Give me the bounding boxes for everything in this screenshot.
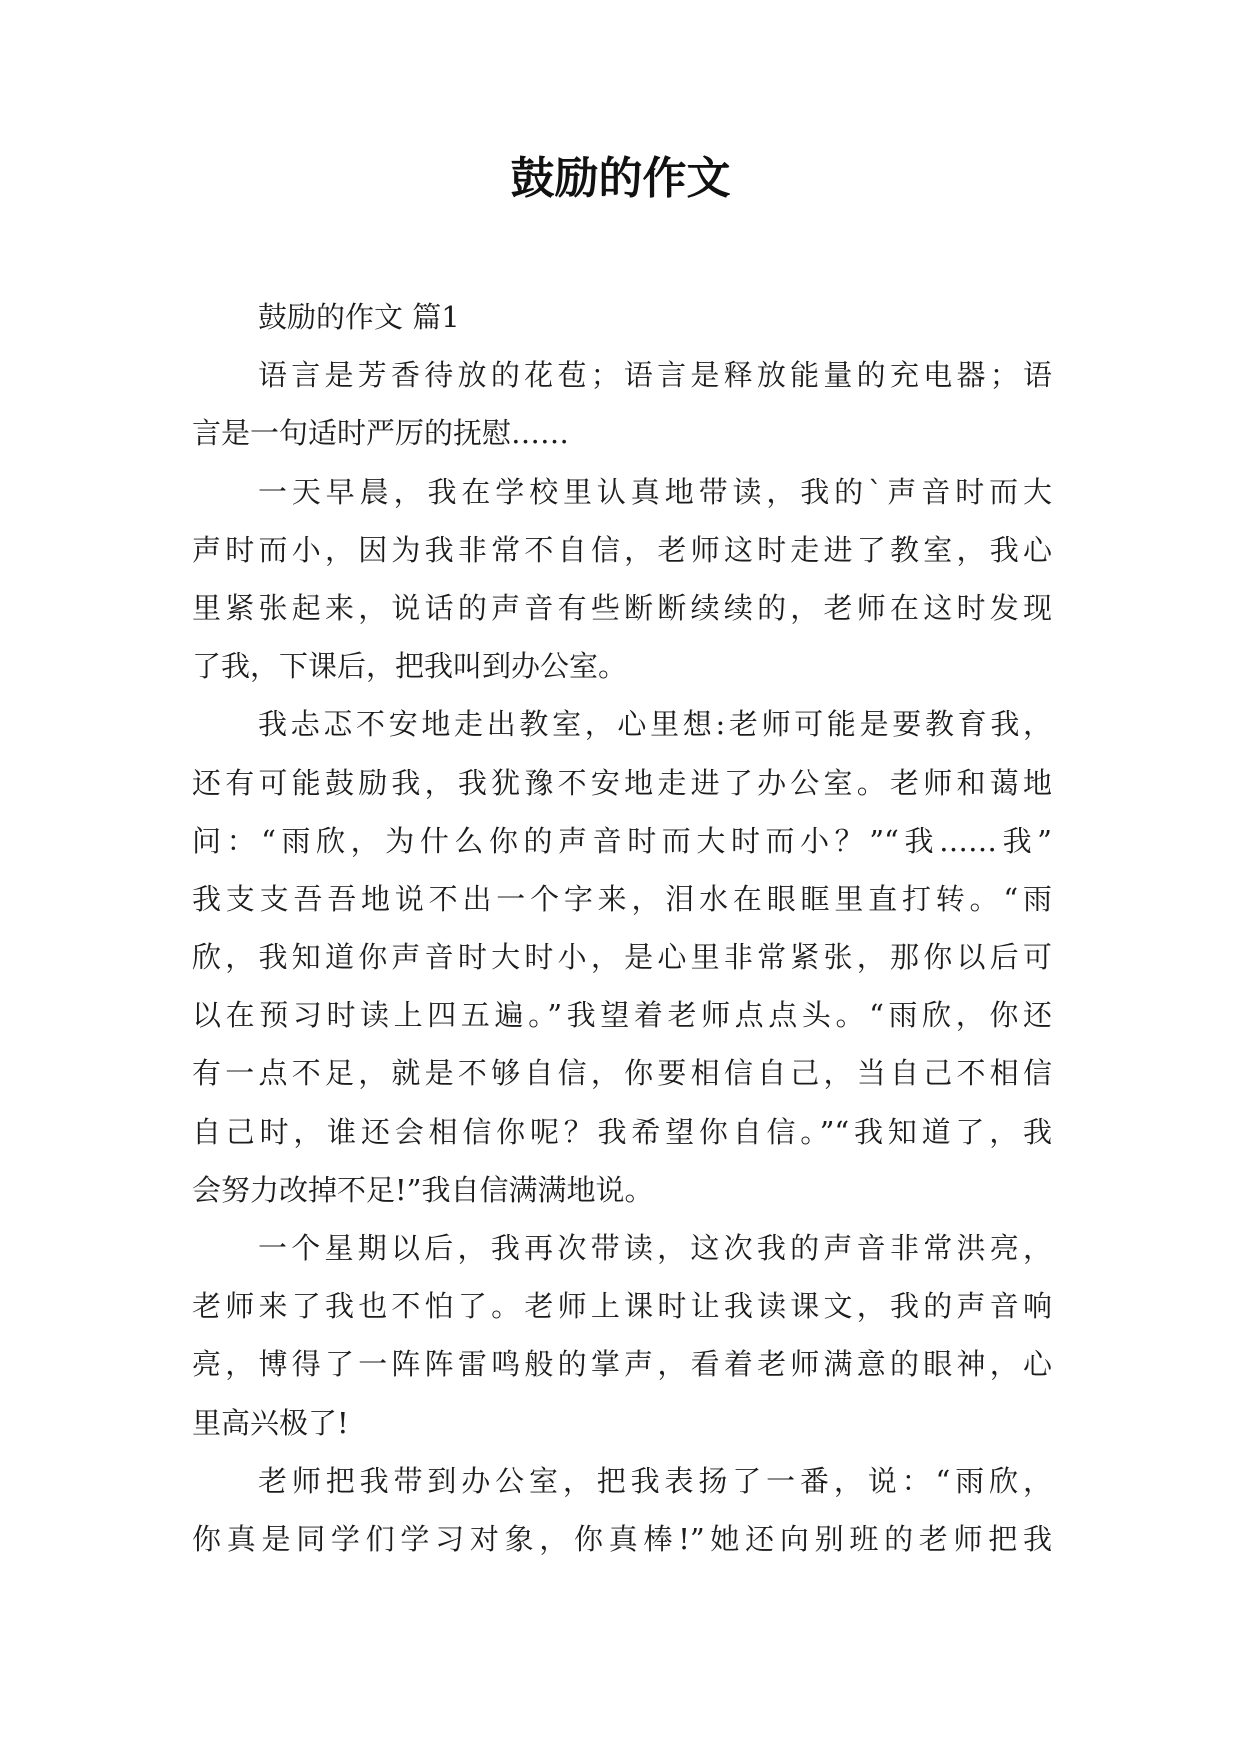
section-heading: 鼓励的作文 篇1	[258, 300, 460, 334]
paragraph-4	[192, 1219, 1052, 1452]
text-line: 老师来了我也不怕了。老师上课时让我读课文，我的声音响	[192, 1289, 1052, 1324]
text-line: 我忐忑不安地走出教室，心里想:老师可能是要教育我，	[258, 707, 1052, 742]
text-line: 言是一句适时严厉的抚慰……	[192, 416, 570, 451]
paragraph-2	[192, 463, 1052, 696]
text-line: 声时而小，因为我非常不自信，老师这时走进了教室，我心	[192, 532, 1052, 567]
document-body	[192, 288, 1052, 1568]
text-line: 会努力改掉不足!”我自信满满地说。	[192, 1172, 654, 1207]
paragraph-3	[192, 695, 1052, 1219]
document-title: 鼓励的作文	[510, 153, 731, 204]
text-line: 还有可能鼓励我，我犹豫不安地走进了办公室。老师和蔼地	[192, 765, 1052, 800]
text-line: 一天早晨，我在学校里认真地带读，我的`声音时而大	[258, 474, 1052, 509]
text-line: 老师把我带到办公室，把我表扬了一番，说：“雨欣，	[258, 1463, 1052, 1498]
text-line: 以在预习时读上四五遍。”我望着老师点点头。“雨欣，你还	[192, 998, 1052, 1033]
text-line: 你真是同学们学习对象，你真棒!”她还向别班的老师把我	[192, 1521, 1052, 1556]
text-line: 里紧张起来，说话的声音有些断断续续的，老师在这时发现	[192, 590, 1052, 625]
text-line: 自己时，谁还会相信你呢？我希望你自信。”“我知道了，我	[192, 1114, 1052, 1149]
text-line: 欣，我知道你声音时大时小，是心里非常紧张，那你以后可	[192, 940, 1052, 975]
text-line: 有一点不足，就是不够自信，你要相信自己，当自己不相信	[192, 1056, 1052, 1091]
paragraph-5	[192, 1452, 1052, 1568]
text-line: 问：“雨欣，为什么你的声音时而大时而小？”“我……我”	[192, 823, 1052, 858]
text-line: 语言是芳香待放的花苞；语言是释放能量的充电器；语	[258, 358, 1052, 393]
text-line: 亮，博得了一阵阵雷鸣般的掌声，看着老师满意的眼神，心	[192, 1347, 1052, 1382]
text-line: 了我，下课后，把我叫到办公室。	[192, 649, 628, 684]
text-line: 里高兴极了!	[192, 1405, 349, 1440]
text-line: 一个星期以后，我再次带读，这次我的声音非常洪亮，	[258, 1231, 1052, 1265]
paragraph-1	[192, 346, 1052, 462]
text-line: 我支支吾吾地说不出一个字来，泪水在眼眶里直打转。“雨	[192, 881, 1052, 916]
